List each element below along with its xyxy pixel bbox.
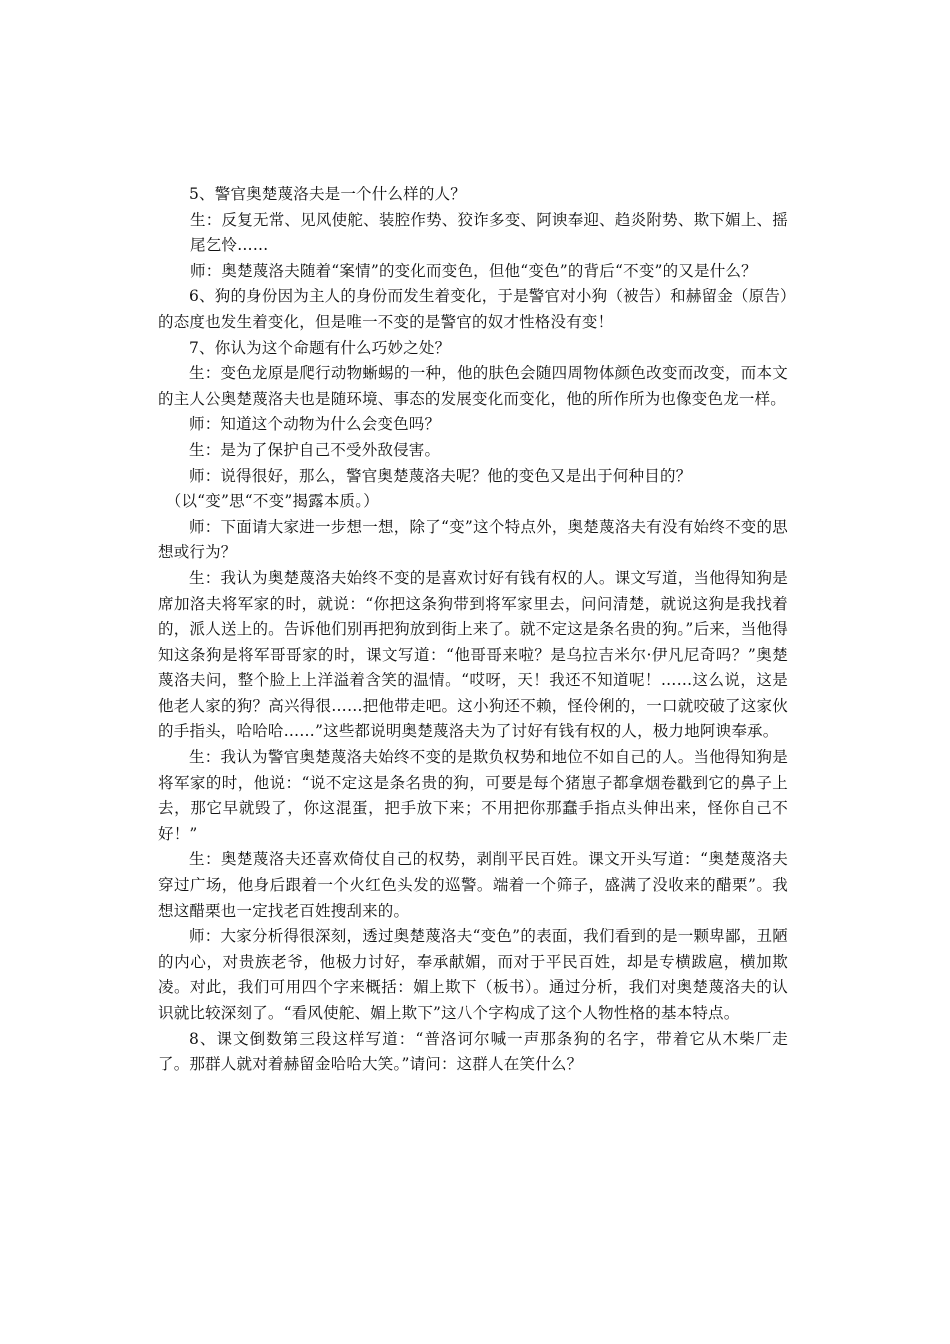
student-answer-color: 生：是为了保护自己不受外敌侵害。: [189, 440, 441, 459]
question-8: 8、课文倒数第三段这样写道：“普洛诃尔喊一声那条狗的名字，带着它从木柴厂走了。那群人就对着赫留金哈哈大笑。”请问：这群人在笑什么？: [158, 1029, 788, 1074]
question-6: 6、狗的身份因为主人的身份而发生着变化，于是警官对小狗（被告）和赫留金（原告）的态度也发生着变化，但是唯一不变的是警官的奴才性格没有变！: [158, 287, 788, 331]
teacher-question-unchanged: 师：下面请大家进一步想一想，除了“变”这个特点外，奥楚蔑洛夫有没有始终不变的思想或行为？: [158, 517, 788, 562]
document-body: [158, 182, 788, 1078]
teaching-note: （以“变”思“不变”揭露本质。）: [165, 492, 379, 511]
student-answer-bully: 生：我认为警官奥楚蔑洛夫始终不变的是欺负权势和地位不如自己的人。当他得知狗是将军家的时，他说：“说不定这是条名贵的狗，可要是每个猪崽子都拿烟卷戳到它的鼻子上去，那它早就毁了，你这混蛋，把手放下来；不用把你那蠢手指点头伸出来，怪你自己不好！”: [158, 748, 788, 843]
question-5: 5、警官奥楚蔑洛夫是一个什么样的人？: [189, 185, 466, 203]
teacher-question-color: 师：知道这个动物为什么会变色吗？: [189, 415, 441, 434]
teacher-remark-5: 师：奥楚蔑洛夫随着“案情”的变化而变色，但他“变色”的背后“不变”的又是什么？: [190, 261, 757, 280]
student-answer-exploit: 生：奥楚蔑洛夫还喜欢倚仗自己的权势，剥削平民百姓。课文开头写道：“奥楚蔑洛夫穿过广场，他身后跟着一个火红色头发的巡警。端着一个筛子，盛满了没收来的醋栗”。我想这醋栗也一定找老百姓搜刮来的。: [158, 850, 788, 920]
student-answer-7: 生：变色龙原是爬行动物蜥蜴的一种，他的肤色会随四周物体颜色改变而改变，而本文的主人公奥楚蔑洛夫也是随环境、事态的发展变化而变化，他的所作所为也像变色龙一样。: [158, 364, 788, 408]
question-7: 7、你认为这个命题有什么巧妙之处？: [189, 338, 451, 357]
teacher-question-purpose: 师：说得很好，那么，警官奥楚蔑洛夫呢？他的变色又是出于何种目的？: [189, 466, 692, 485]
student-answer-flattery: 生：我认为奥楚蔑洛夫始终不变的是喜欢讨好有钱有权的人。课文写道，当他得知狗是席加洛夫将军家的时，就说：“你把这条狗带到将军家里去，问问清楚，就说这狗是我找着的，派人送上的。告诉他们别再把狗放到街上来了。就不定这是条名贵的狗。”后来，当他得知这条狗是将军哥哥家的时，课文写道：“他哥哥来啦？是乌拉吉米尔·伊凡尼奇吗？”奥楚蔑洛夫问，整个脸上上洋溢着含笑的温情。“哎呀，天！我还不知道呢！……这么说，这是他老人家的狗？高兴得很……把他带走吧。这小狗还不赖，怪伶俐的，一口就咬破了这家伙的手指头，哈哈哈……”这些都说明奥楚蔑洛夫为了讨好有钱有权的人，极力地阿谀奉承。: [158, 568, 788, 741]
teacher-summary: 师：大家分析得很深刻，透过奥楚蔑洛夫“变色”的表面，我们看到的是一颗卑鄙，丑陋的内心，对贵族老爷，他极力讨好，奉承献媚，而对于平民百姓，却是专横跋扈，横加欺凌。对此，我们可用四个字来概括：媚上欺下（板书）。通过分析，我们对奥楚蔑洛夫的认识就比较深刻了。“看风使舵、媚上欺下”这八个字构成了这个人物性格的基本特点。: [158, 927, 788, 1022]
student-answer-5: 生：反复无常、见风使舵、装腔作势、狡诈多变、阿谀奉迎、趋炎附势、欺下媚上、摇尾乞怜……: [190, 210, 788, 255]
